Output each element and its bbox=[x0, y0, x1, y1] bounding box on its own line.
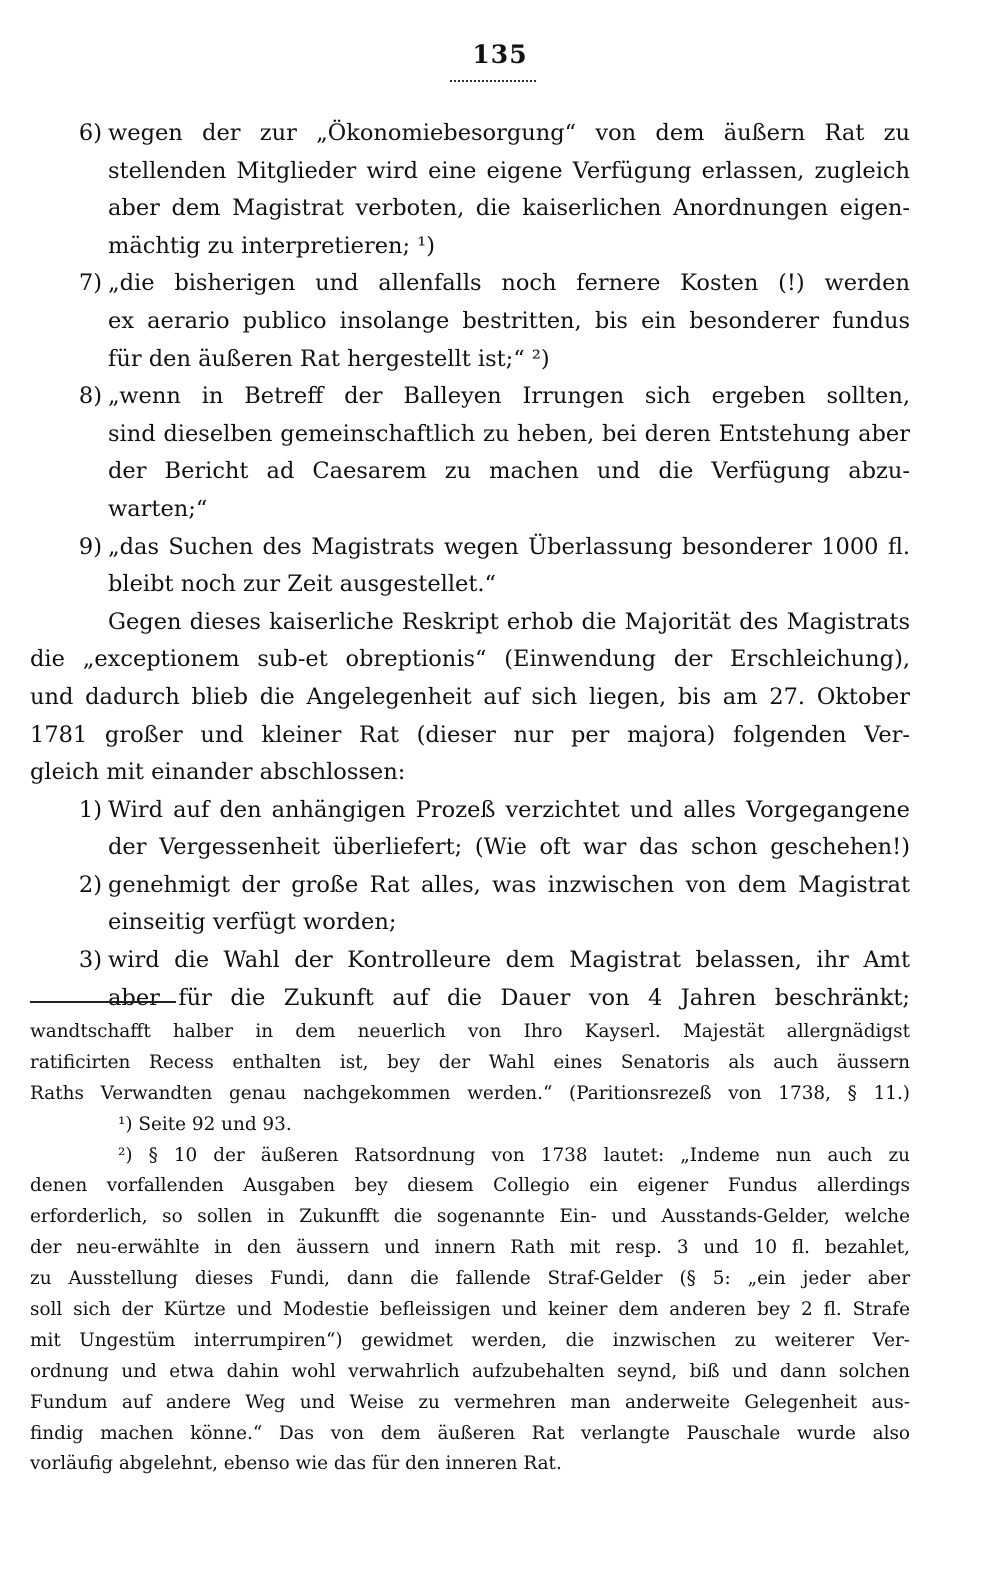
line-text: für den äußeren Rat hergestellt ist;“ ²) bbox=[108, 345, 550, 372]
footnotes bbox=[30, 1017, 910, 1480]
footnote-text: mit Ungestüm interrumpiren“) gewidmet werden, die inzwischen zu weiterer Ver- bbox=[30, 1329, 910, 1351]
footnote-line bbox=[30, 1295, 910, 1326]
footnote-text: zu Ausstellung dieses Fundi, dann die fallende Straf-Gelder (§ 5: „ein jeder aber bbox=[30, 1268, 910, 1290]
page-number: 135 bbox=[472, 40, 528, 69]
line-text: aber für die Zukunft auf die Dauer von 4 Jahren beschränkt; bbox=[108, 984, 910, 1011]
line-text: bleibt noch zur Zeit ausgestellet.“ bbox=[108, 571, 497, 598]
list-item-number: 9) bbox=[78, 533, 102, 560]
list-item-number: 3) bbox=[78, 947, 102, 974]
footnote-text: vorläufig abgelehnt, ebenso wie das für den inneren Rat. bbox=[30, 1453, 562, 1475]
footnote-text: ordnung und etwa dahin wohl verwahrlich aufzubehalten seynd, biß und dann solchen bbox=[30, 1360, 910, 1382]
page-number-ornament bbox=[450, 80, 536, 82]
list-item-number: 7) bbox=[78, 270, 102, 297]
line-text: der Vergessenheit überliefert; (Wie oft war das schon geschehen!) bbox=[108, 834, 910, 861]
text-line bbox=[30, 904, 910, 942]
line-text: die „exceptionem sub-et obreptionis“ (Einwendung der Erschleichung), bbox=[30, 646, 910, 673]
footnote-line bbox=[30, 1171, 910, 1202]
line-text: gleich mit einander abschlossen: bbox=[30, 759, 406, 786]
text-line bbox=[30, 341, 910, 379]
text-line bbox=[30, 378, 910, 416]
line-text: genehmigt der große Rat alles, was inzwischen von dem Magistrat bbox=[108, 871, 910, 898]
line-text: „wenn in Betreff der Balleyen Irrungen sich ergeben sollten, bbox=[108, 383, 910, 410]
footnote-line bbox=[30, 1388, 910, 1419]
line-text: Wird auf den anhängigen Prozeß verzichtet und alles Vorgegangene bbox=[108, 796, 910, 823]
line-text: sind dieselben gemeinschaftlich zu heben, bei deren Entstehung aber bbox=[108, 420, 910, 447]
line-text: einseitig verfügt worden; bbox=[108, 909, 397, 936]
text-line bbox=[30, 566, 910, 604]
text-line bbox=[30, 829, 910, 867]
line-text: mächtig zu interpretieren; ¹) bbox=[108, 232, 436, 259]
text-line bbox=[30, 453, 910, 491]
line-text: warten;“ bbox=[108, 495, 208, 522]
line-text: wird die Wahl der Kontrolleure dem Magistrat belassen, ihr Amt bbox=[108, 947, 910, 974]
footnote-line bbox=[30, 1326, 910, 1357]
footnote-line bbox=[30, 1449, 910, 1480]
text-line bbox=[30, 980, 910, 1018]
footnote-text: wandtschafft halber in dem neuerlich von Ihro Kayserl. Majestät allergnädigst bbox=[30, 1021, 910, 1042]
line-text: 1781 großer und kleiner Rat (dieser nur per majora) folgenden Ver- bbox=[30, 721, 910, 748]
footnote-text: der neu-erwählte in den äussern und innern Rath mit resp. 3 und 10 fl. bezahlet, bbox=[30, 1237, 910, 1259]
footnote-text: ¹) Seite 92 und 93. bbox=[118, 1113, 292, 1135]
footnote-text: Fundum auf andere Weg und Weise zu vermehren man anderweite Gelegenheit aus- bbox=[30, 1391, 910, 1413]
line-text: der Bericht ad Caesarem zu machen und die Verfügung abzu- bbox=[108, 458, 910, 485]
footnote-text: ratificirten Recess enthalten ist, bey der Wahl eines Senatoris als auch äussern bbox=[30, 1051, 910, 1073]
list-item-number: 6) bbox=[78, 120, 102, 146]
text-line bbox=[30, 153, 910, 191]
text-line bbox=[30, 942, 910, 980]
footnote-line bbox=[30, 1048, 910, 1079]
text-line bbox=[30, 416, 910, 454]
footnote-text: Raths Verwandten genau nachgekommen werden.“ (Paritionsrezeß von 1738, § 11.) bbox=[30, 1082, 910, 1104]
footnote-line bbox=[30, 1264, 910, 1295]
footnote-separator bbox=[30, 1001, 176, 1003]
footnote-line bbox=[30, 1079, 910, 1110]
text-line bbox=[30, 115, 910, 153]
text-line bbox=[30, 754, 910, 792]
footnote-line bbox=[30, 1357, 910, 1388]
footnote-line bbox=[30, 1233, 910, 1264]
text-line bbox=[30, 717, 910, 755]
line-text: aber dem Magistrat verboten, die kaiserlichen Anordnungen eigen- bbox=[108, 195, 910, 222]
line-text: ex aerario publico insolange bestritten, bis ein besonderer fundus bbox=[108, 307, 910, 334]
line-text: und dadurch blieb die Angelegenheit auf sich liegen, bis am 27. Oktober bbox=[30, 683, 910, 710]
text-line bbox=[30, 792, 910, 830]
text-line bbox=[30, 641, 910, 679]
footnote-line bbox=[30, 1419, 910, 1450]
footnote-line bbox=[30, 1017, 910, 1048]
list-item-number: 2) bbox=[78, 871, 102, 898]
text-line bbox=[30, 190, 910, 228]
line-text: wegen der zur „Ökonomiebesorgung“ von dem äußern Rat zu bbox=[108, 120, 910, 146]
line-text: „das Suchen des Magistrats wegen Überlassung besonderer 1000 fl. bbox=[108, 533, 910, 560]
text-line bbox=[30, 491, 910, 529]
line-text: „die bisherigen und allenfalls noch fernere Kosten (!) werden bbox=[108, 270, 910, 297]
text-line bbox=[30, 228, 910, 266]
line-text: stellenden Mitglieder wird eine eigene Verfügung erlassen, zugleich bbox=[108, 157, 910, 184]
text-line bbox=[30, 265, 910, 303]
footnote-text: findig machen könne.“ Das von dem äußeren Rat verlangte Pauschale wurde also bbox=[30, 1422, 910, 1444]
footnote-text: erforderlich, so sollen in Zukunfft die sogenannte Ein- und Ausstands-Gelder, welche bbox=[30, 1206, 910, 1228]
line-text: Gegen dieses kaiserliche Reskript erhob die Majorität des Magistrats bbox=[108, 608, 910, 635]
list-item-number: 8) bbox=[78, 383, 102, 410]
main-text bbox=[30, 115, 910, 1017]
footnote-line bbox=[30, 1110, 910, 1141]
footnote-text: denen vorfallenden Ausgaben bey diesem Collegio ein eigener Fundus allerdings bbox=[30, 1175, 910, 1197]
text-line bbox=[30, 679, 910, 717]
list-item-number: 1) bbox=[78, 796, 102, 823]
footnote-text: ²) § 10 der äußeren Ratsordnung von 1738 lautet: „Indeme nun auch zu bbox=[118, 1144, 910, 1166]
footnote-text: soll sich der Kürtze und Modestie befleissigen und keiner dem anderen bey 2 fl. Strafe bbox=[30, 1299, 910, 1321]
footnote-line bbox=[30, 1202, 910, 1233]
text-line bbox=[30, 867, 910, 905]
text-line bbox=[30, 303, 910, 341]
text-line bbox=[30, 604, 910, 642]
footnote-line bbox=[30, 1141, 910, 1172]
text-line bbox=[30, 529, 910, 567]
